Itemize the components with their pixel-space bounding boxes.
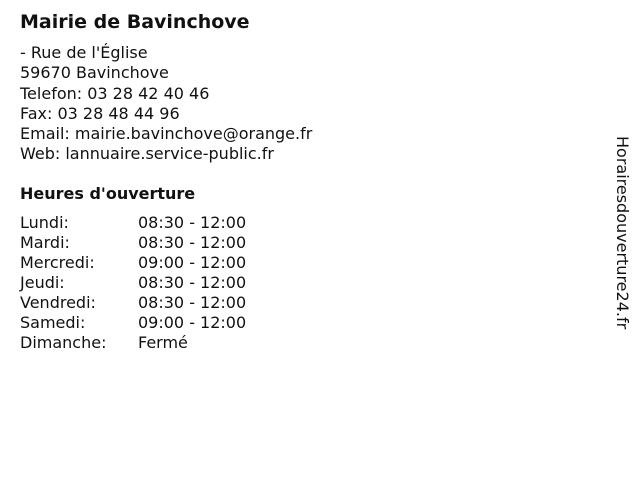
postal-city: 59670 Bavinchove	[20, 63, 169, 83]
day-hours: 08:30 - 12:00	[138, 273, 247, 292]
opening-hours-table	[20, 213, 246, 353]
page-title: Mairie de Bavinchove	[20, 11, 250, 33]
day-hours: 08:30 - 12:00	[138, 293, 247, 312]
hours-row-thursday	[20, 273, 246, 293]
day-hours: 08:30 - 12:00	[138, 213, 247, 232]
day-label: Jeudi:	[20, 273, 65, 292]
website: Web: lannuaire.service-public.fr	[20, 144, 274, 164]
address-block	[20, 43, 312, 165]
hours-row-saturday	[20, 313, 246, 333]
day-label: Vendredi:	[20, 293, 96, 312]
hours-row-friday	[20, 293, 246, 313]
street-address: - Rue de l'Église	[20, 43, 148, 62]
email-address: Email: mairie.bavinchove@orange.fr	[20, 124, 313, 144]
hours-row-sunday	[20, 333, 246, 353]
day-label: Samedi:	[20, 313, 86, 332]
day-hours: 09:00 - 12:00	[138, 313, 247, 332]
hours-row-monday	[20, 213, 246, 233]
opening-hours-heading: Heures d'ouverture	[20, 184, 196, 203]
day-label: Lundi:	[20, 213, 69, 232]
hours-row-tuesday	[20, 233, 246, 253]
day-hours: Fermé	[138, 333, 188, 352]
fax-number: Fax: 03 28 48 44 96	[20, 103, 180, 123]
day-label: Dimanche:	[20, 333, 107, 352]
day-label: Mardi:	[20, 233, 70, 252]
day-hours: 09:00 - 12:00	[138, 253, 247, 272]
day-hours: 08:30 - 12:00	[138, 233, 247, 252]
phone-number: Telefon: 03 28 42 40 46	[20, 83, 210, 103]
day-label: Mercredi:	[20, 253, 95, 272]
hours-row-wednesday	[20, 253, 246, 273]
site-watermark: Horairesdouverture24.fr	[613, 136, 632, 330]
